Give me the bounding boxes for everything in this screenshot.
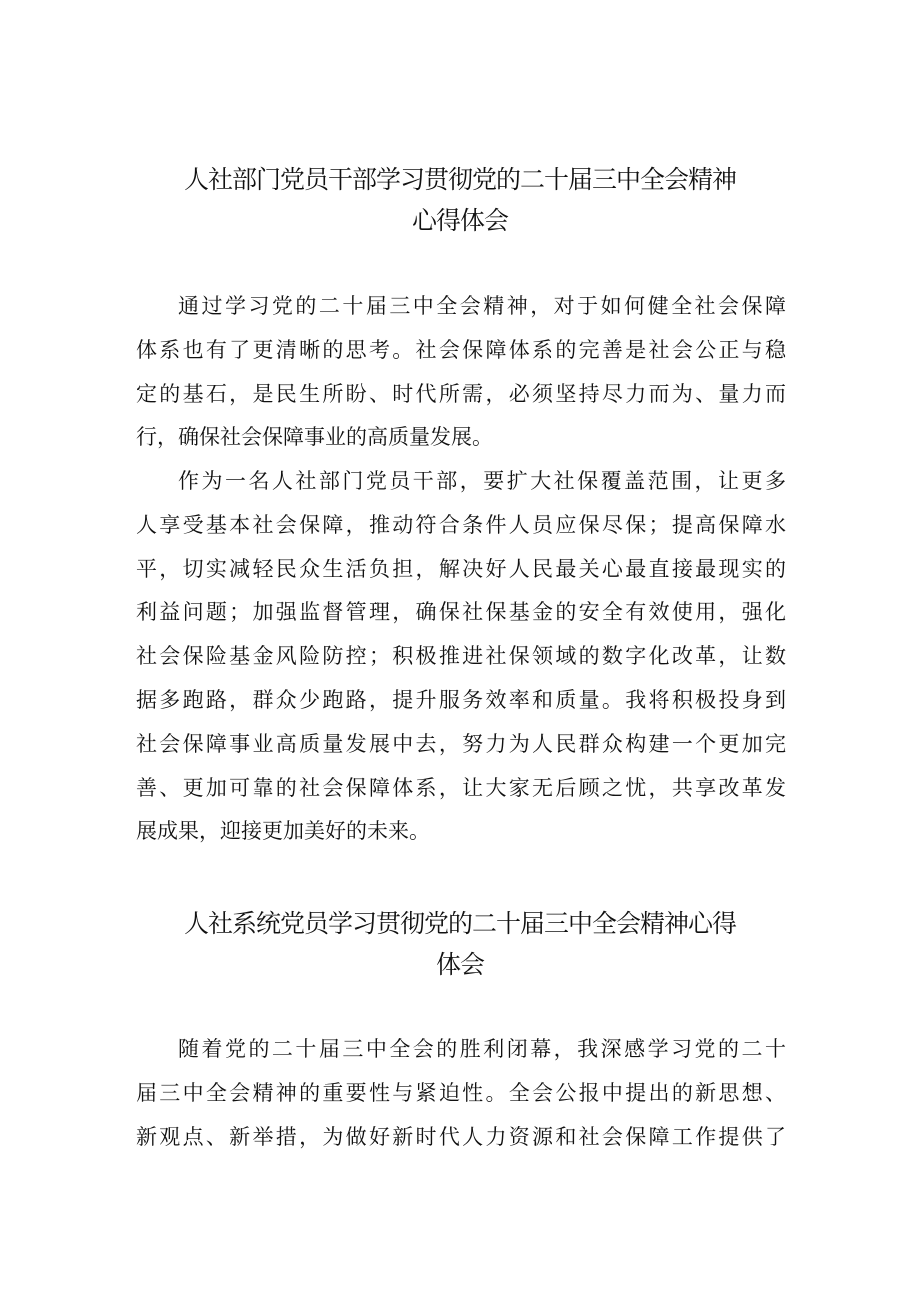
text-line: 随着党的二十届三中全会的胜利闭幕，我深感学习党的二十 <box>178 1037 786 1061</box>
text-line: 社会保险基金风险防控；积极推进社保领域的数字化改革，让数 <box>136 644 786 669</box>
text-line: 体系也有了更清晰的思考。社会保障体系的完善是社会公正与稳 <box>136 337 786 362</box>
section-2-paragraph-1 <box>136 1028 786 1159</box>
text-line: 新观点、新举措，为做好新时代人力资源和社会保障工作提供了 <box>136 1124 786 1149</box>
text-line: 平，切实减轻民众生活负担，解决好人民最关心最直接最现实的 <box>136 556 786 581</box>
title-line: 人社部门党员干部学习贯彻党的二十届三中全会精神 <box>183 165 736 194</box>
text-line: 据多跑路，群众少跑路，提升服务效率和质量。我将积极投身到 <box>136 687 786 712</box>
section-2-title <box>140 903 780 985</box>
text-line: 定的基石，是民生所盼、时代所需，必须坚持尽力而为、量力而 <box>136 381 786 406</box>
section-1-title <box>140 159 780 241</box>
title-line: 心得体会 <box>411 206 508 235</box>
text-line: 行，确保社会保障事业的高质量发展。 <box>136 425 493 450</box>
text-line: 人享受基本社会保障，推动符合条件人员应保尽保；提高保障水 <box>136 512 786 537</box>
text-line: 利益问题；加强监督管理，确保社保基金的安全有效使用，强化 <box>136 600 786 625</box>
text-line: 善、更加可靠的社会保障体系，让大家无后顾之忧，共享改革发 <box>136 775 786 800</box>
title-line: 人社系统党员学习贯彻党的二十届三中全会精神心得 <box>183 909 736 938</box>
section-1-paragraph-2 <box>136 460 786 854</box>
text-line: 届三中全会精神的重要性与紧迫性。全会公报中提出的新思想、 <box>136 1080 786 1105</box>
text-line: 社会保障事业高质量发展中去，努力为人民群众构建一个更加完 <box>136 731 786 756</box>
section-1-paragraph-1 <box>136 285 786 460</box>
text-line: 作为一名人社部门党员干部，要扩大社保覆盖范围，让更多 <box>178 469 786 493</box>
text-line: 通过学习党的二十届三中全会精神，对于如何健全社会保障 <box>178 294 786 318</box>
title-line: 体会 <box>435 950 484 979</box>
text-line: 展成果，迎接更加美好的未来。 <box>136 819 430 844</box>
